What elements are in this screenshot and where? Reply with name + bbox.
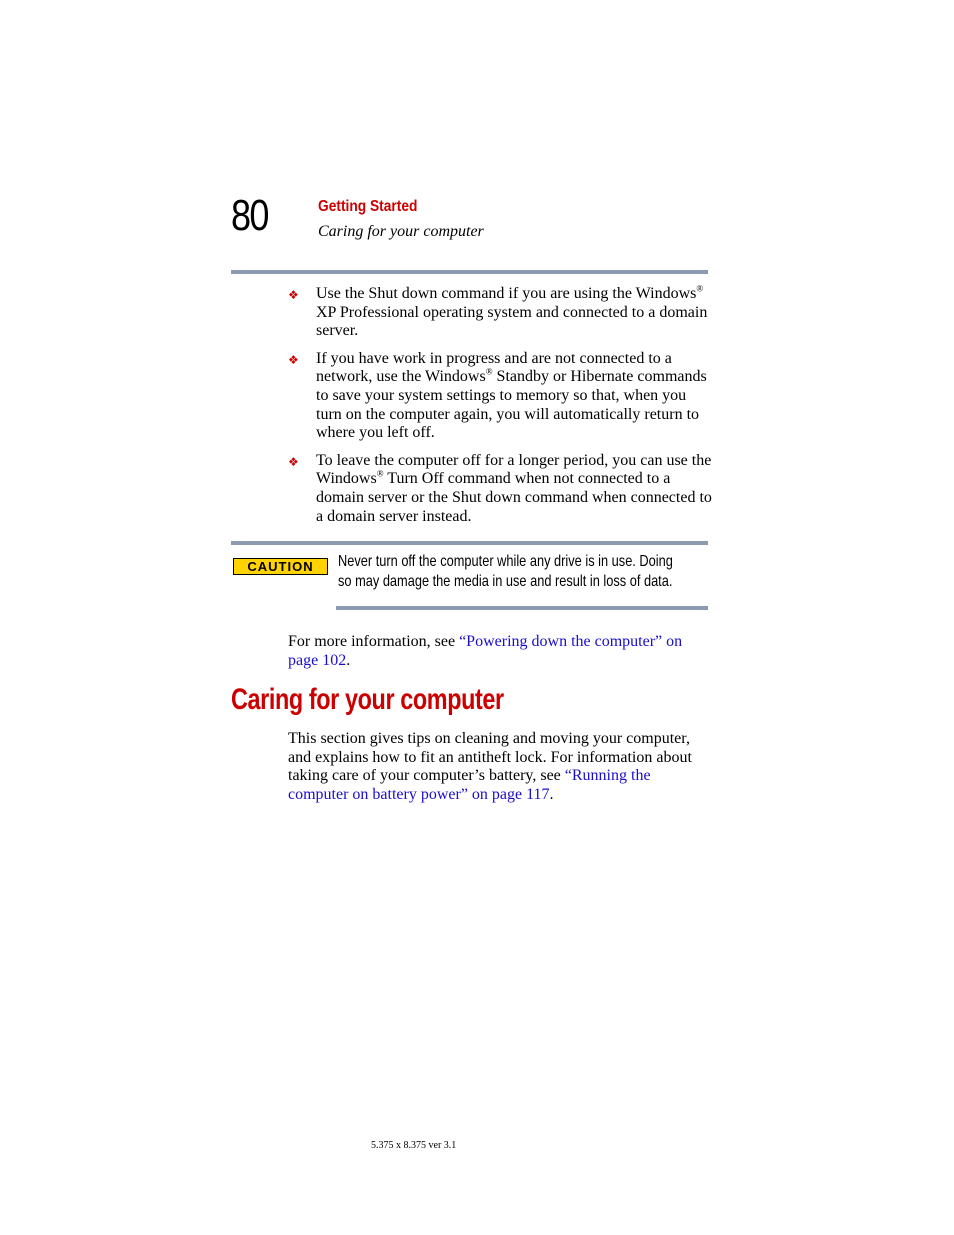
caution-bottom-rule: [336, 606, 708, 610]
paragraph-text: .: [549, 785, 554, 803]
registered-mark: ®: [376, 469, 384, 480]
bullet-text: Standby or Hibernate commands to save your system settings to memory so that, when you turn on the computer again, you will automatically return to where you left off.: [316, 368, 707, 442]
caution-badge: CAUTION: [233, 558, 328, 575]
chapter-title: Getting Started: [318, 198, 418, 215]
paragraph-text: For more information, see: [288, 633, 460, 650]
bullet-text: Use the Shut down command if you are using the Windows: [316, 285, 697, 302]
section-subtitle: Caring for your computer: [318, 223, 484, 240]
paragraph-text: .: [346, 651, 351, 669]
caution-text: Never turn off the computer while any drive is in use. Doing so may damage the media in use and result in loss of data.: [338, 553, 673, 590]
list-item: [288, 350, 712, 443]
intro-paragraph: [288, 730, 712, 804]
diamond-bullet-icon: ❖: [288, 454, 299, 469]
top-rule: [231, 270, 708, 274]
bullet-text: If you have work in progress and are not connected to a network, use the Windows: [316, 349, 672, 386]
registered-mark: ®: [696, 283, 704, 294]
bullet-list: [288, 285, 712, 535]
page-number: 80: [231, 191, 268, 240]
diamond-bullet-icon: ❖: [288, 352, 299, 367]
powering-down-link[interactable]: “Powering down the computer” on page 102: [288, 633, 683, 669]
bullet-text: XP Professional operating system and connected to a domain server.: [316, 303, 708, 340]
bullet-text: To leave the computer off for a longer period, you can use the Windows: [316, 451, 712, 488]
more-info-paragraph: [288, 633, 712, 670]
battery-power-link[interactable]: “Running the computer on battery power” on page 117: [288, 767, 651, 803]
diamond-bullet-icon: ❖: [288, 288, 299, 302]
caution-top-rule: [231, 541, 708, 545]
list-item: [288, 285, 712, 341]
list-item: [288, 452, 712, 526]
section-heading: Caring for your computer: [231, 683, 504, 716]
registered-mark: ®: [485, 367, 493, 378]
bullet-text: Turn Off command when not connected to a domain server or the Shut down command when connected to a domain server instead.: [316, 470, 712, 525]
paragraph-text: This section gives tips on cleaning and moving your computer, and explains how to fit an antitheft lock. For information about taking care of your computer’s battery, see: [288, 730, 692, 785]
footer-version: 5.375 x 8.375 ver 3.1: [371, 1140, 457, 1151]
